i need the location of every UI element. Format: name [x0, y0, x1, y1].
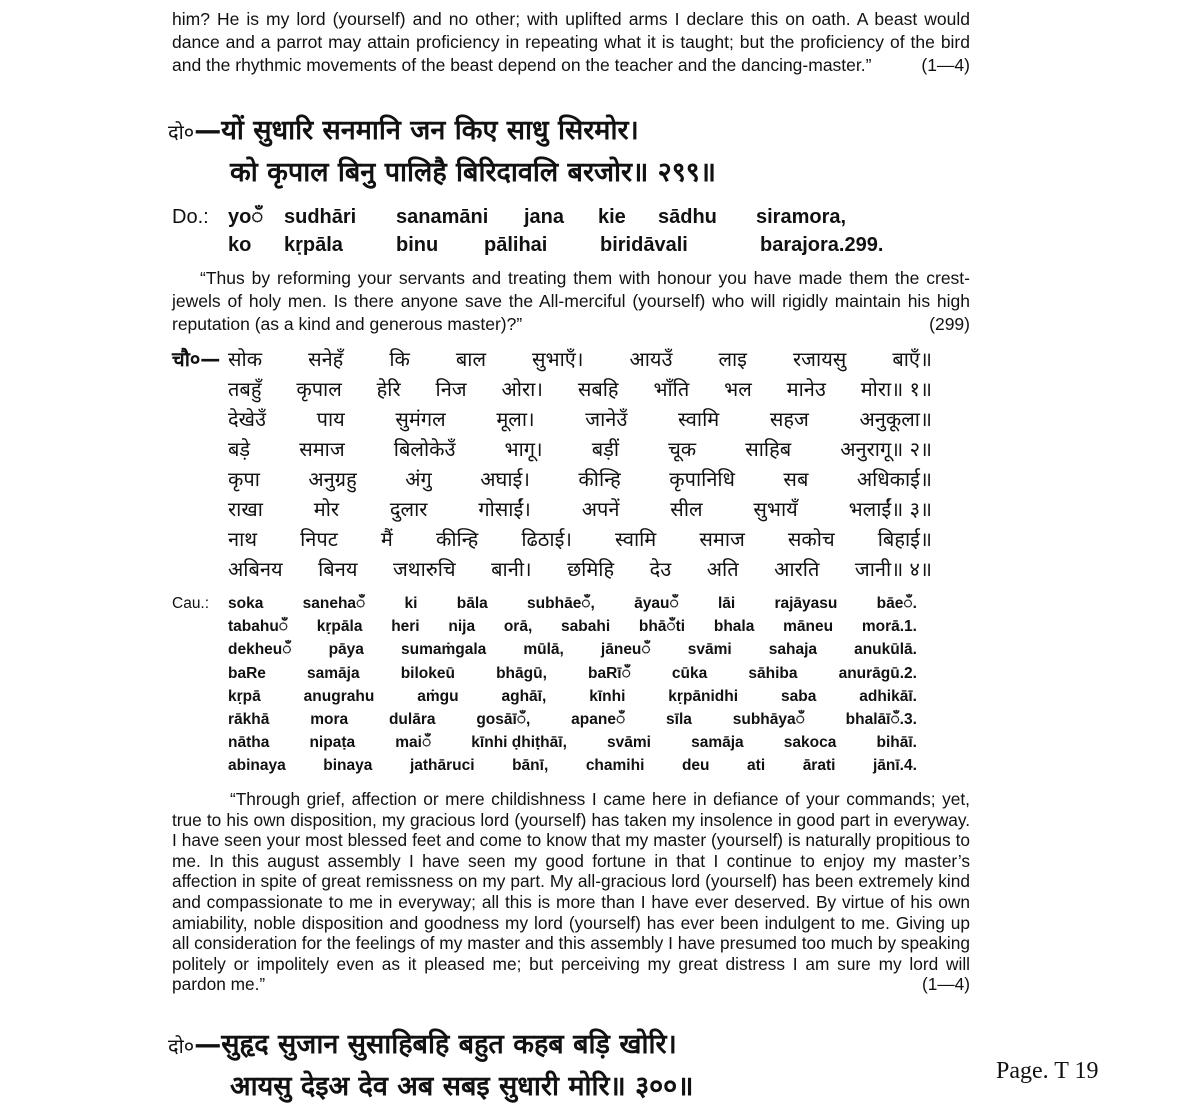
cau-word: ārati	[802, 757, 836, 775]
cau-translit-line	[172, 685, 917, 708]
chaupai-word: बाएँ॥	[892, 347, 932, 371]
doha-299-translation	[172, 267, 970, 336]
cau-word: dulāra	[388, 710, 436, 728]
cau-word: baRe	[228, 664, 266, 682]
cau-word: cūka	[671, 664, 708, 682]
chaupai-word: चूक	[668, 437, 697, 461]
cau-word: adhikāī.	[859, 687, 917, 705]
chaupai-word: देखेउँ	[228, 407, 266, 431]
chaupai-word: बानी।	[491, 557, 532, 581]
cau-word: nipaṭa	[309, 734, 356, 752]
doha-299-line-2: को कृपाल बिनु पालिहै बिरिदावलि बरजोर॥ २९९॥	[230, 157, 716, 188]
chaupai-word: मोर	[313, 497, 340, 521]
chaupai-word: पाय	[316, 407, 345, 431]
cau-word: anurāgū.2.	[838, 664, 917, 682]
chaupai-word: रजायसु	[793, 347, 847, 371]
chaupai-word: छमिहि	[567, 557, 615, 581]
cau-word: sakoca	[783, 734, 837, 752]
cau-word: svāmi	[607, 734, 651, 752]
chaupai-word: सकोच	[787, 527, 835, 551]
doha-300-line-2: आयसु देइअ देव अब सबइ सुधारी मोरि॥ ३००॥	[230, 1071, 694, 1102]
chaupai-word: अघाई।	[480, 467, 530, 491]
chaupai-word: कृपानिधि	[669, 467, 735, 491]
chaupai-word: कीन्हि	[435, 527, 479, 551]
chaupai-word: कीन्हि	[578, 467, 621, 491]
cau-word: orā,	[503, 618, 533, 636]
cau-word: saba	[780, 687, 817, 705]
cau-word: pāya	[328, 641, 364, 659]
cau-word: apaneँ	[571, 710, 626, 728]
cau-translit-line	[172, 615, 917, 638]
chaupai-line	[172, 344, 932, 374]
cau-word: bihāī.	[876, 734, 917, 752]
cau-word: bhāँti	[638, 618, 686, 636]
chaupai-word: देउ	[649, 557, 672, 581]
cau-word: sahaja	[768, 641, 817, 659]
chaupai-label: चौ०—	[172, 347, 221, 371]
chaupai-line	[172, 554, 932, 584]
chaupai-word: बिलोकेउँ	[393, 437, 456, 461]
cau-word: baRīँ	[588, 664, 631, 682]
top-paragraph-text: him? He is my lord (yourself) and no other; with uplifted arms I declare this on oath. A beast would dance and a parrot may attain proficiency in repeating what it is taught; but the proficiency of the bird and the rhythmic movements of the beast depend on the teacher and the dancing-master.”	[172, 9, 970, 75]
chaupai-word: जथारुचि	[392, 557, 456, 581]
chaupai-word: आरति	[774, 557, 820, 581]
chaupai-word: सुभायँ	[753, 497, 798, 521]
doha-299-translation-ref: (299)	[929, 314, 970, 334]
cau-word: dekheuँ	[228, 641, 292, 659]
chaupai-word: अनुरागू॥ २॥	[840, 437, 932, 461]
chaupai-word: दुलार	[389, 497, 428, 521]
chaupai-word: मैं	[380, 527, 393, 551]
chaupai-line	[172, 374, 932, 404]
translit-word: sādhu	[658, 206, 717, 228]
doha-299	[168, 110, 716, 194]
chaupai-word: बड़ीं	[591, 437, 620, 461]
chaupai-transliteration	[172, 592, 917, 778]
cau-word: bānī,	[512, 757, 549, 775]
doha-300-line-1	[168, 1024, 693, 1066]
translit-word: kie	[598, 206, 626, 228]
cau-word: sanehaँ	[302, 595, 366, 612]
chaupai-word: राखा	[228, 497, 263, 521]
cau-word: subhāeँ,	[527, 595, 595, 612]
cau-word: anugrahu	[303, 687, 375, 705]
cau-word: sīla	[666, 710, 692, 728]
cau-word: nija	[448, 618, 476, 636]
chaupai-word: अपनें	[581, 497, 620, 521]
chaupai-translation-text: “Through grief, affection or mere childishness I came here in defiance of your commands; yet, true to his own disposition, my gracious lord (yourself) has taken my insolence in good part in everyway. I have seen your most blessed feet and come to know that my master (yourself) is naturally propitious to me. In this august assembly I have seen my good fortune in that I continue to enjoy my master’s affection in spite of great remissness on my part. My all-gracious lord (yourself) has been extremely kind and compassionate to me in everyway; all this is more than I have ever deserved. By virtue of his own amiability, noble disposition and goodness my lord (yourself) has ever been indulgent to me. Giving up all consideration for the feelings of my master and this assembly I have presumed too much by speaking politely or impolitely even as it pleased me; but perceiving my great distress I am sure my lord will pardon me.”	[172, 789, 970, 995]
translit-word: jana	[524, 206, 565, 228]
translit-word: pālihai	[484, 234, 548, 256]
doha-300	[168, 1024, 693, 1108]
cau-word: maiँ	[395, 734, 432, 752]
chaupai-word: गोसाईं।	[478, 497, 531, 521]
cau-word: bhalāīँ.3.	[845, 710, 917, 728]
cau-word: kīnhi	[589, 687, 626, 705]
cau-word: sabahi	[561, 618, 611, 636]
cau-word: nātha	[228, 734, 270, 752]
chaupai-line	[172, 404, 932, 434]
chaupai-line	[172, 464, 932, 494]
chaupai-word: हेरि	[376, 377, 401, 401]
chaupai-word: मानेउ	[786, 377, 826, 401]
chaupai-word: कि	[389, 347, 410, 371]
translit-word: siramora,	[756, 206, 847, 228]
chaupai-word: आयउँ	[629, 347, 673, 371]
cau-word: chamihi	[585, 757, 645, 775]
cau-word: subhāyaँ	[732, 710, 805, 728]
cau-word: jathāruci	[409, 757, 475, 775]
chaupai-line	[172, 494, 932, 524]
cau-word: svāmi	[687, 641, 732, 659]
cau-word: sumaṁgala	[400, 641, 487, 659]
chaupai-word: ढिठाई।	[521, 527, 572, 551]
chaupai-word: कृपाल	[296, 377, 342, 401]
chaupai-word: अनुकूला॥	[859, 407, 932, 431]
cau-translit-label: Cau.:	[172, 595, 210, 612]
cau-word: samāja	[691, 734, 744, 752]
chaupai-word: कृपा	[228, 467, 260, 491]
chaupai-word: भलाईं॥ ३॥	[848, 497, 932, 521]
cau-translit-line	[172, 754, 917, 777]
cau-word: mora	[310, 710, 349, 728]
chaupai-word: बिहाई॥	[877, 527, 932, 551]
page-number: Page. T 19	[996, 1058, 1099, 1084]
chaupai-word: सुभाएँ।	[532, 347, 584, 371]
cau-word: sāhiba	[748, 664, 798, 682]
cau-word: gosāīँ,	[476, 710, 531, 728]
cau-translit-line	[172, 731, 917, 754]
doha-299-line-1-text: —यों सुधारि सनमानि जन किए साधु सिरमोर।	[194, 115, 639, 146]
chaupai-word: समाज	[299, 437, 345, 461]
chaupai-translation-ref: (1—4)	[921, 974, 970, 995]
chaupai-word: निज	[435, 377, 467, 401]
chaupai-word: मूला।	[496, 407, 535, 431]
translit-word: ko	[228, 234, 252, 256]
cau-word: abinaya	[228, 757, 286, 775]
cau-word: māneu	[783, 618, 834, 636]
chaupai-word: समाज	[699, 527, 745, 551]
cau-word: mūlā,	[523, 641, 564, 659]
translit-word: binu	[396, 234, 439, 256]
chaupai-word: अधिकाई॥	[856, 467, 932, 491]
cau-word: heri	[391, 618, 420, 636]
translit-word: yoँ	[228, 206, 264, 228]
chaupai-word: बड़े	[228, 437, 251, 461]
chaupai-line	[172, 434, 932, 464]
cau-word: kīnhi ḍhiṭhāī,	[471, 734, 567, 752]
doha-299-translit-label: Do.:	[172, 206, 209, 228]
chaupai-word: अंगु	[405, 467, 432, 491]
chaupai-word: अबिनय	[228, 557, 283, 581]
cau-translit-line	[172, 708, 917, 731]
cau-word: bilokeū	[400, 664, 455, 682]
cau-translit-line	[172, 638, 917, 661]
cau-word: jānī.4.	[872, 757, 917, 775]
chaupai-word: ओरा।	[501, 377, 543, 401]
cau-word: rākhā	[228, 710, 270, 728]
cau-word: soka	[228, 595, 264, 612]
chaupai-word: नाथ	[228, 527, 258, 551]
doha-299-line-1	[168, 110, 716, 152]
chaupai-word: तबहुँ	[228, 377, 262, 401]
doha-299-translit-row-1	[172, 203, 883, 231]
cau-translit-line	[172, 592, 917, 615]
cau-word: anukūlā.	[854, 641, 917, 659]
chaupai-word: मोरा॥ १॥	[860, 377, 932, 401]
doha-299-translit-row-2	[172, 231, 883, 259]
cau-word: deu	[681, 757, 710, 775]
chaupai-word: सब	[783, 467, 809, 491]
chaupai-line	[172, 524, 932, 554]
translit-word: biridāvali	[600, 234, 688, 256]
chaupai-translation	[172, 789, 970, 995]
chaupai-word: सनेहँ	[308, 347, 344, 371]
doha-300-label: दो०	[168, 1034, 195, 1058]
translit-word: barajora.299.	[760, 234, 884, 256]
chaupai-word: स्वामि	[677, 407, 720, 431]
translit-word: kṛpāla	[284, 234, 343, 256]
translit-word: sudhāri	[284, 206, 357, 228]
chaupai-word: अनुग्रहु	[308, 467, 357, 491]
doha-299-translation-text: “Thus by reforming your servants and treating them with honour you have made them the crest-jewels of holy men. Is there anyone save the All-merciful (yourself) who will rigidly maintain his high reputation (as a kind and generous master)?”	[172, 268, 970, 334]
cau-word: jāneuँ	[600, 641, 651, 659]
chaupai-word: लाइ	[718, 347, 747, 371]
chaupai-word: निपट	[300, 527, 338, 551]
chaupai-word: भागू।	[504, 437, 543, 461]
cau-word: ki	[404, 595, 418, 612]
chaupai-word: अति	[706, 557, 739, 581]
cau-word: ati	[747, 757, 766, 775]
cau-word: kṛpānidhi	[668, 687, 739, 705]
cau-word: āyauँ	[634, 595, 679, 612]
chaupai-word: बाल	[455, 347, 487, 371]
chaupai-word: जानेउँ	[585, 407, 628, 431]
chaupai-block	[172, 344, 932, 584]
doha-300-line-1-text: —सुहृद सुजान सुसाहिबहि बहुत कहब बड़ि खोरि।	[194, 1029, 677, 1060]
chaupai-word: सोक	[228, 347, 263, 371]
top-paragraph-ref: (1—4)	[921, 55, 970, 75]
chaupai-word: सील	[670, 497, 703, 521]
cau-word: samāja	[307, 664, 360, 682]
cau-word: kṛpā	[228, 687, 261, 705]
chaupai-word: भाँति	[653, 377, 690, 401]
doha-299-transliteration	[172, 203, 883, 259]
chaupai-word: सहज	[769, 407, 809, 431]
cau-word: aṁgu	[417, 687, 459, 705]
chaupai-word: भल	[724, 377, 752, 401]
chaupai-word: स्वामि	[615, 527, 657, 551]
cau-word: lāi	[717, 595, 736, 612]
cau-word: tabahuँ	[228, 618, 289, 636]
chaupai-word: सुमंगल	[395, 407, 446, 431]
cau-word: bhala	[713, 618, 755, 636]
cau-word: rajāyasu	[774, 595, 838, 612]
cau-word: aghāī,	[501, 687, 547, 705]
top-paragraph	[172, 8, 970, 77]
cau-word: binaya	[323, 757, 373, 775]
chaupai-word: जानी॥ ४॥	[854, 557, 932, 581]
cau-word: kṛpāla	[316, 618, 363, 636]
chaupai-word: साहिब	[745, 437, 792, 461]
chaupai-word: सबहि	[577, 377, 619, 401]
chaupai-word: बिनय	[318, 557, 358, 581]
cau-word: bāeँ.	[876, 595, 917, 612]
cau-word: bāla	[456, 595, 488, 612]
doha-299-label: दो०	[168, 120, 195, 144]
cau-word: morā.1.	[861, 618, 917, 636]
translit-word: sanamāni	[396, 206, 489, 228]
cau-word: bhāgū,	[496, 664, 547, 682]
cau-translit-line	[172, 662, 917, 685]
